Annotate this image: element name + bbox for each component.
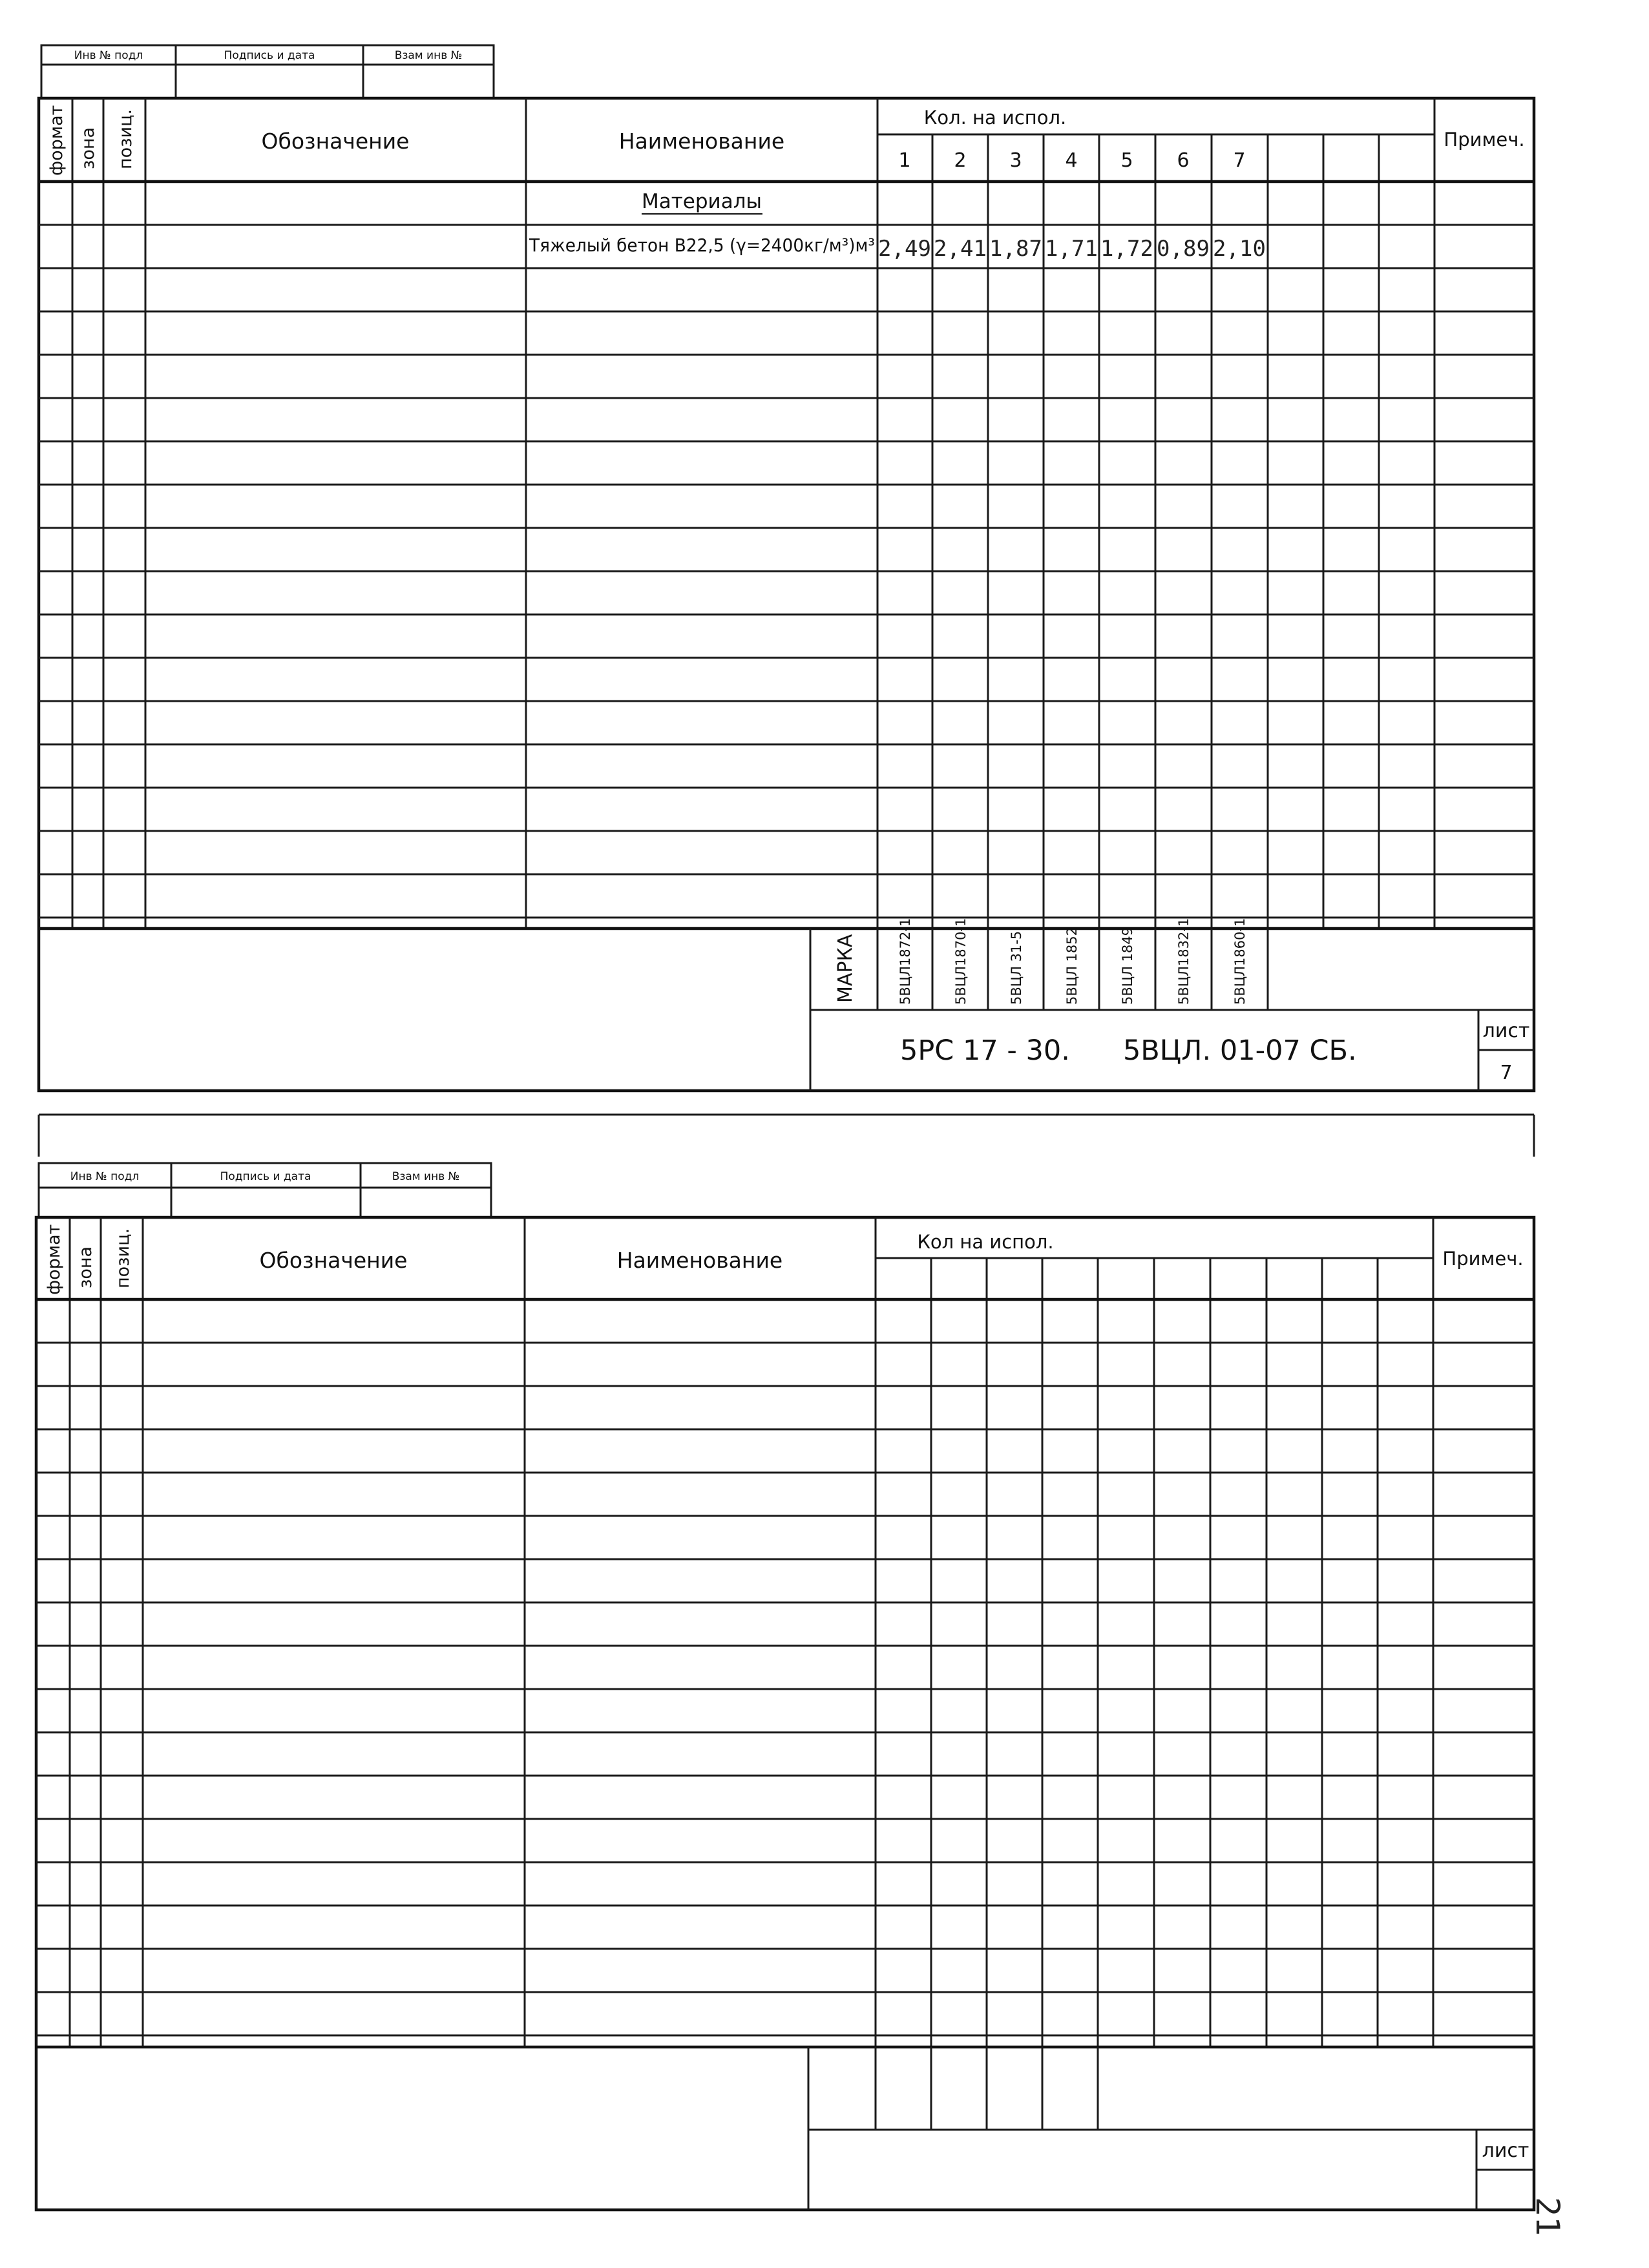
doc-code: 5РС 17 - 30. 5ВЦЛ. 01-07 СБ. bbox=[900, 1034, 1357, 1067]
col-pos-header-bottom: позиц. bbox=[113, 1228, 133, 1288]
table-top-header bbox=[47, 105, 1525, 176]
table-top-grid bbox=[39, 98, 1534, 929]
marka-5: 5ВЦЛ 1849 bbox=[1120, 927, 1135, 1005]
marka-1: 5ВЦЛ1872-1 bbox=[898, 918, 913, 1005]
stamp-inv-label: Инв № подл bbox=[74, 49, 143, 62]
row-value-1: 2,49 bbox=[878, 236, 931, 262]
sheet-bottom bbox=[36, 1115, 1534, 2210]
table-bottom-grid bbox=[36, 1217, 1534, 2047]
marka-2: 5ВЦЛ1870-1 bbox=[953, 918, 969, 1005]
stamp-vzam-label: Взам инв № bbox=[394, 49, 463, 62]
row-value-4: 1,71 bbox=[1045, 236, 1098, 262]
stamp-top bbox=[41, 45, 494, 98]
stamp-vzam-label-bottom: Взам инв № bbox=[392, 1170, 460, 1183]
col-zone-header: зона bbox=[78, 127, 98, 169]
exec-number-7: 7 bbox=[1233, 149, 1246, 172]
marka-7: 5ВЦЛ1860-1 bbox=[1232, 918, 1248, 1005]
row-value-7: 2,10 bbox=[1213, 236, 1266, 262]
stamp-sign-label-bottom: Подпись и дата bbox=[220, 1170, 311, 1183]
stamp-bottom bbox=[39, 1163, 491, 1217]
col-qty-header: Кол. на испол. bbox=[923, 107, 1067, 129]
exec-number-4: 4 bbox=[1065, 149, 1078, 172]
section-title-materials: Материалы bbox=[642, 190, 762, 213]
col-qty-header-bottom: Кол на испол. bbox=[917, 1231, 1054, 1253]
marka-3: 5ВЦЛ 31-5 bbox=[1009, 930, 1024, 1005]
exec-number-1: 1 bbox=[898, 149, 911, 172]
page-number: 21 bbox=[1529, 2197, 1566, 2236]
row-value-5: 1,72 bbox=[1100, 236, 1153, 262]
sheet-top bbox=[39, 45, 1534, 1115]
col-format-header: формат bbox=[47, 105, 67, 176]
marka-4: 5ВЦЛ 1852 bbox=[1064, 927, 1080, 1005]
col-designation-header: Обозначение bbox=[261, 129, 410, 154]
title-block-bottom bbox=[808, 2047, 1534, 2210]
row-concrete-name: Тяжелый бетон B22,5 (γ=2400кг/м³)м³ bbox=[529, 235, 875, 256]
sheet-label-bottom: лист bbox=[1482, 2139, 1529, 2162]
col-name-header: Наименование bbox=[618, 129, 785, 154]
stamp-sign-label: Подпись и дата bbox=[224, 49, 315, 62]
exec-number-6: 6 bbox=[1177, 149, 1190, 172]
col-note-header: Примеч. bbox=[1444, 129, 1525, 151]
col-pos-header: позиц. bbox=[116, 109, 136, 169]
row-value-6: 0,89 bbox=[1157, 236, 1210, 262]
exec-number-5: 5 bbox=[1120, 149, 1133, 172]
sheet-label-top: лист bbox=[1482, 1020, 1530, 1042]
exec-number-2: 2 bbox=[954, 149, 967, 172]
col-note-header-bottom: Примеч. bbox=[1442, 1248, 1524, 1270]
table-bottom-header bbox=[44, 1224, 1524, 1295]
col-format-header-bottom: формат bbox=[44, 1224, 64, 1295]
col-designation-header-bottom: Обозначение bbox=[259, 1248, 408, 1273]
title-block-top bbox=[810, 918, 1534, 1091]
stamp-inv-label-bottom: Инв № подл bbox=[70, 1170, 140, 1183]
col-zone-header-bottom: зона bbox=[76, 1246, 96, 1288]
row-value-2: 2,41 bbox=[934, 236, 987, 262]
col-name-header-bottom: Наименование bbox=[616, 1248, 783, 1273]
row-value-3: 1,87 bbox=[989, 236, 1042, 262]
sheet-number-top: 7 bbox=[1500, 1062, 1513, 1084]
exec-number-3: 3 bbox=[1009, 149, 1022, 172]
marka-6: 5ВЦЛ1832-1 bbox=[1176, 918, 1192, 1005]
marka-label: МАРКА bbox=[834, 934, 857, 1003]
